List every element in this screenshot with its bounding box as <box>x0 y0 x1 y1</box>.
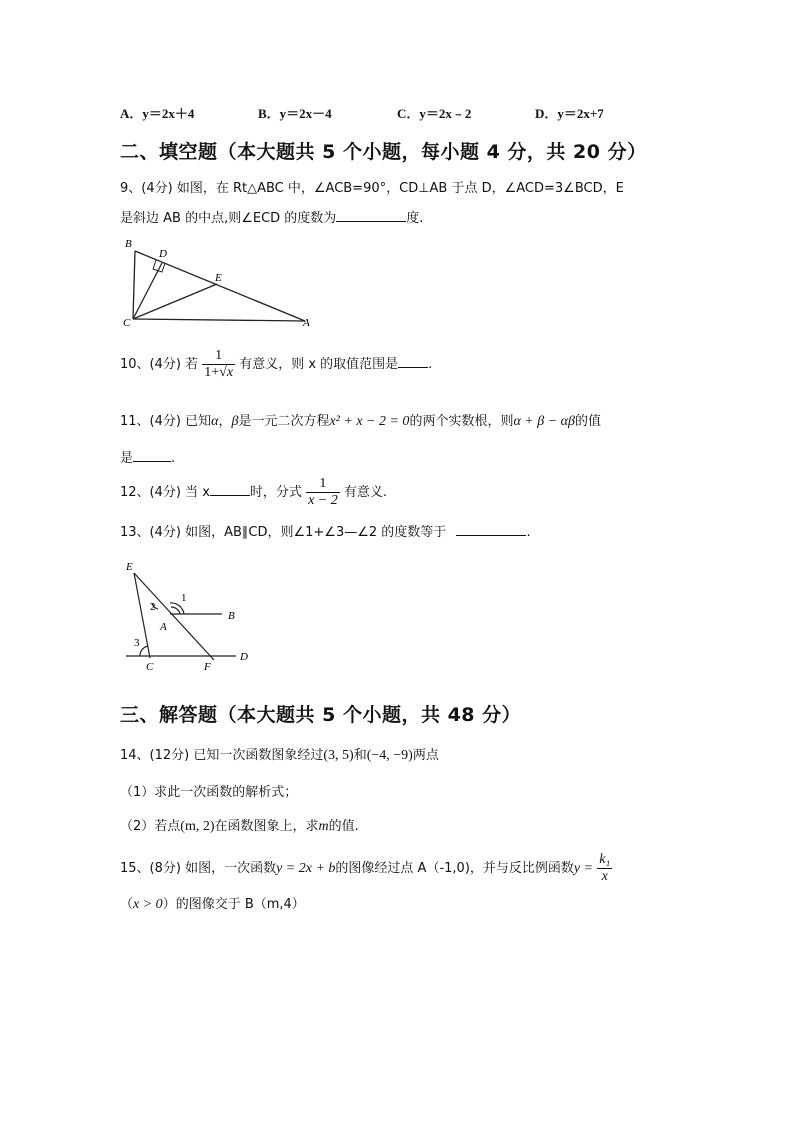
q10-end: . <box>428 357 433 372</box>
q14-line <box>120 744 439 764</box>
q12-fraction <box>306 476 340 509</box>
q11-line2-prefix: 是 <box>120 451 134 466</box>
q11-alpha: α <box>211 414 219 429</box>
q9-label-a: A <box>303 317 310 329</box>
q13-label-e: E <box>126 561 133 573</box>
q9-answer-blank[interactable] <box>336 209 406 222</box>
q11-line2 <box>120 447 175 466</box>
q13-label-3: 3 <box>134 637 140 649</box>
option-b: B．y＝2x－4 <box>258 106 332 121</box>
q13-label-1: 1 <box>181 592 187 604</box>
q13-answer-blank[interactable] <box>456 523 526 536</box>
q11-line2-end: . <box>171 451 176 466</box>
q11-expression: α + β − αβ <box>513 414 575 429</box>
q13-label-c: C <box>146 661 154 673</box>
q15-inverse-function-lhs: y = <box>573 861 594 876</box>
q15-line1 <box>120 852 612 885</box>
q13-line <box>120 521 531 540</box>
q14-sub1: （1）求此一次函数的解析式； <box>120 785 298 800</box>
q9-label-e: E <box>215 272 222 284</box>
q14-point-1: (3, 5) <box>323 748 354 763</box>
q15-linear-function: y = 2x + b <box>276 861 336 876</box>
q15-line2 <box>120 893 305 913</box>
q15-mid: 的图像经过点 A（-1,0)，并与反比例函数 <box>335 861 574 876</box>
q10-fraction <box>202 348 235 381</box>
q11-answer-blank[interactable] <box>133 449 171 462</box>
q12-mid: 时，分式 <box>249 485 302 500</box>
q10-prefix: 10、(4分) 若 <box>120 357 199 372</box>
q13-label-2: 2 <box>150 601 156 613</box>
option-d: D．y＝2x+7 <box>535 106 604 121</box>
option-c: C．y＝2x﹣2 <box>397 106 472 121</box>
q11-mid: 是一元二次方程 <box>238 414 330 429</box>
q12-line <box>120 476 387 509</box>
q15-prefix: 15、(8分) 如图，一次函数 <box>120 861 277 876</box>
q11-beta: β <box>231 414 239 429</box>
q13-label-d: D <box>240 651 248 663</box>
q10-text: 有意义，则 x 的取值范围是 <box>239 357 399 372</box>
q10-radicand: x <box>226 365 234 380</box>
q10-numerator: 1 <box>215 348 223 363</box>
q14-point-2: (−4, −9) <box>366 748 413 763</box>
q13-label-f: F <box>204 661 211 673</box>
q11-post: 的值 <box>575 414 602 429</box>
q13-label-b: B <box>228 610 235 622</box>
q13-end: . <box>526 525 531 540</box>
q9-label-b: B <box>125 238 132 250</box>
q15-line2-prefix: （ <box>120 897 134 912</box>
q10-answer-blank[interactable] <box>398 355 428 368</box>
q11-sep: ， <box>218 414 232 429</box>
q10-denominator <box>202 364 235 381</box>
q11-mid2: 的两个实数根，则 <box>409 414 514 429</box>
sqrt-icon: √ <box>219 365 227 380</box>
q14-sub2-post: 的值. <box>328 819 359 834</box>
q15-numerator: k₁ <box>599 852 611 867</box>
section-3-heading: 三、解答题（本大题共 5 个小题，共 48 分） <box>120 704 522 726</box>
q9-label-c: C <box>123 317 131 329</box>
q9-line2-end: 度. <box>406 211 424 226</box>
q14-post: 两点 <box>412 748 439 763</box>
q15-fraction <box>597 852 612 885</box>
q15-denominator: x <box>597 868 612 885</box>
q10-line <box>120 348 432 381</box>
q12-answer-blank[interactable] <box>210 483 250 496</box>
q14-sub2-prefix: （2）若点 <box>120 819 181 834</box>
q9-label-d: D <box>159 248 167 260</box>
q14-and: 和 <box>353 748 367 763</box>
q15-line2-post: ）的图像交于 B（m,4） <box>162 897 305 912</box>
q10-den-one-plus: 1+ <box>204 365 220 380</box>
q15-condition: x > 0 <box>133 897 163 912</box>
q14-sub2-m: m <box>318 819 329 834</box>
q13-parallel-lines-figure <box>118 558 263 673</box>
q13-text: 13、(4分) 如图，AB∥CD，则∠1+∠3—∠2 的度数等于 <box>120 525 447 540</box>
q9-line2-text: 是斜边 AB 的中点,则∠ECD 的度数为 <box>120 211 337 226</box>
q11-line1 <box>120 410 601 430</box>
q14-sub2 <box>120 815 359 835</box>
q12-denominator: x − 2 <box>308 493 338 508</box>
q12-numerator: 1 <box>319 476 327 491</box>
q11-equation: x² + x − 2 = 0 <box>329 414 410 429</box>
q14-sub2-mid: 在函数图象上，求 <box>214 819 319 834</box>
q12-post: 有意义. <box>343 485 388 500</box>
q14-prefix: 14、(12分) 已知一次函数图象经过 <box>120 748 324 763</box>
q9-line1: 9、(4分) 如图，在 Rt△ABC 中，∠ACB=90°，CD⊥AB 于点 D，∠ACD=3∠BCD，E <box>120 181 624 196</box>
option-a: A．y＝2x＋4 <box>120 106 195 121</box>
q13-label-a: A <box>160 621 167 633</box>
q9-line2 <box>120 207 423 226</box>
q9-triangle-figure <box>115 236 325 331</box>
section-2-heading: 二、填空题（本大题共 5 个小题，每小题 4 分，共 20 分） <box>120 141 647 163</box>
q14-sub2-point: (m, 2) <box>180 819 215 834</box>
q12-prefix: 12、(4分) 当 x <box>120 485 210 500</box>
q11-prefix: 11、(4分) 已知 <box>120 414 212 429</box>
